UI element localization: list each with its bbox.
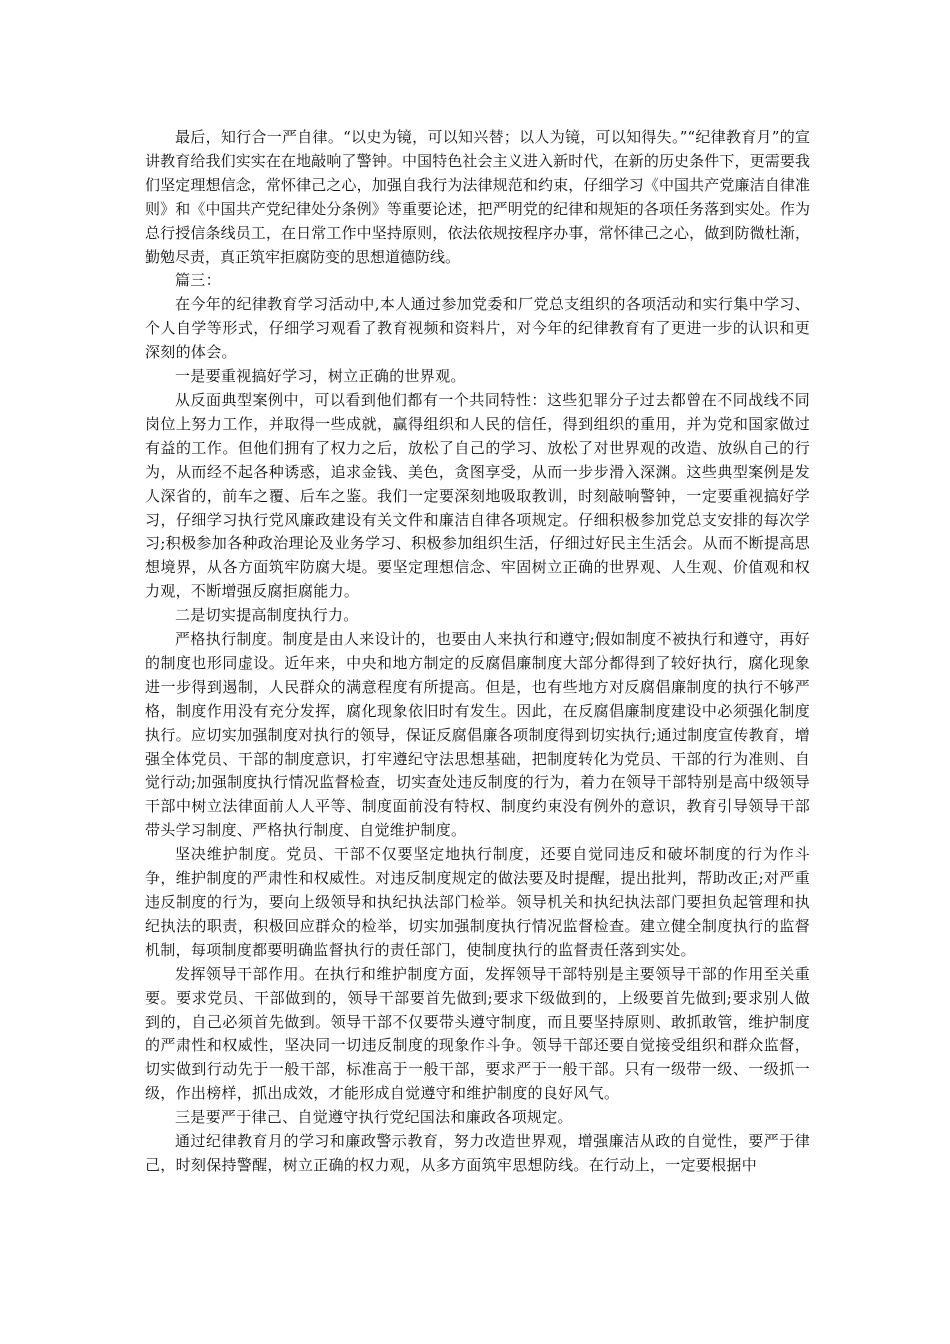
paragraph-maintain-system: 坚决维护制度。党员、干部不仅要坚定地执行制度，还要自觉同违反和破坏制度的行为作斗争，维护制度的严肃性和权威性。对违反制度规定的做法要及时提醒，提出批判，帮助改正;对严重违反制度的行为，要向上级领导和执纪执法部门检举。领导机关和执纪执法部门要担负起管理和执纪执法的职责，积极回应群众的检举，切实加强制度执行情况监督检查。建立健全制度执行的监督机制，每项制度都要明确监督执行的责任部门，使制度执行的监督责任落到实处。: [145, 845, 810, 959]
paragraph-leader-role: 发挥领导干部作用。在执行和维护制度方面，发挥领导干部特别是主要领导干部的作用至关重要。要求党员、干部做到的，领导干部要首先做到;要求下级做到的，上级要首先做到;要求别人做到的，自己必须首先做到。领导干部不仅要带头遵守制度，而且要坚持原则、敢抓敢管，维护制度的严肃性和权威性，坚决同一切违反制度的现象作斗争。领导干部还要自觉接受组织和群众监督，切实做到行动先于一般干部，标准高于一般干部，要求严于一般干部。只有一级带一级、一级抓一级，作出榜样，抓出成效，才能形成自觉遵守和维护制度的良好风气。: [145, 964, 810, 1103]
paragraph-intro: 在今年的纪律教育学习活动中,本人通过参加党委和厂党总支组织的各项活动和实行集中学习、个人自学等形式，仔细学习观看了教育视频和资料片，对今年的纪律教育有了更进一步的认识和更深刻的体会。: [145, 295, 810, 362]
paragraph-self-discipline: 通过纪律教育月的学习和廉政警示教育，努力改造世界观，增强廉洁从政的自觉性，要严于律己，时刻保持警醒，树立正确的权力观，从多方面筑牢思想防线。在行动上，一定要根据中: [145, 1132, 810, 1174]
heading-point-three: 三是要严于律己、自觉遵守执行党纪国法和廉政各项规定。: [175, 1108, 573, 1127]
heading-point-one: 一是要重视搞好学习，树立正确的世界观。: [175, 367, 466, 386]
document-page: [145, 126, 810, 1178]
heading-point-two: 二是切实提高制度执行力。: [175, 606, 359, 625]
paragraph-discipline-conclusion: 最后，知行合一严自律。“以史为镜，可以知兴替；以人为镜，可以知得失。”“纪律教育月”的宣讲教育给我们实实在在地敲响了警钟。中国特色社会主义进入新时代，在新的历史条件下，更需要我们坚定理想信念，常怀律己之心，加强自我行为法律规范和约束，仔细学习《中国共产党廉洁自律准则》和《中国共产党纪律处分条例》等重要论述，把严明党的纪律和规矩的各项任务落到实处。作为总行授信条线员工，在日常工作中坚持原则，依法依规按程序办事，常怀律己之心，做到防微杜渐，勤勉尽责，真正筑牢拒腐防变的思想道德防线。: [145, 128, 810, 266]
paragraph-strict-execution: 严格执行制度。制度是由人来设计的，也要由人来执行和遵守;假如制度不被执行和遵守，再好的制度也形同虚设。近年来，中央和地方制定的反腐倡廉制度大部分都得到了较好执行，腐化现象进一步得到遏制，人民群众的满意程度有所提高。但是，也有些地方对反腐倡廉制度的执行不够严格，制度作用没有充分发挥，腐化现象依旧时有发生。因此，在反腐倡廉制度建设中必须强化制度执行。应切实加强制度对执行的领导，保证反腐倡廉各项制度得到切实执行;通过制度宣传教育，增强全体党员、干部的制度意识，打牢遵纪守法思想基础，把制度转化为党员、干部的行为准则、自觉行动;加强制度执行情况监督检查，切实查处违反制度的行为，着力在领导干部特别是高中级领导干部中树立法律面前人人平等、制度面前没有特权、制度约束没有例外的意识，教育引导领导干部带头学习制度、严格执行制度、自觉维护制度。: [145, 630, 810, 840]
section-title-part-three: 篇三：: [175, 271, 221, 290]
paragraph-study: 从反面典型案例中，可以看到他们都有一个共同特性：这些犯罪分子过去都曾在不同战线不同岗位上努力工作，并取得一些成就，赢得组织和人民的信任，得到组织的重用，并为党和国家做过有益的工作。但他们拥有了权力之后，放松了自己的学习、放松了对世界观的改造、放纵自己的行为，从而经不起各种诱惑，追求金钱、美色，贪图享受，从而一步步滑入深渊。这些典型案例是发人深省的，前车之覆、后车之鉴。我们一定要深刻地吸取教训，时刻敲响警钟，一定要重视搞好学习，仔细学习执行党风廉政建设有关文件和廉洁自律各项规定。仔细积极参加党总支安排的每次学习;积极参加各种政治理论及业务学习、积极参加组织生活，仔细过好民主生活会。从而不断提高思想境界，从各方面筑牢防腐大堤。要坚定理想信念、牢固树立正确的世界观、人生观、价值观和权力观，不断增强反腐拒腐能力。: [145, 390, 810, 601]
